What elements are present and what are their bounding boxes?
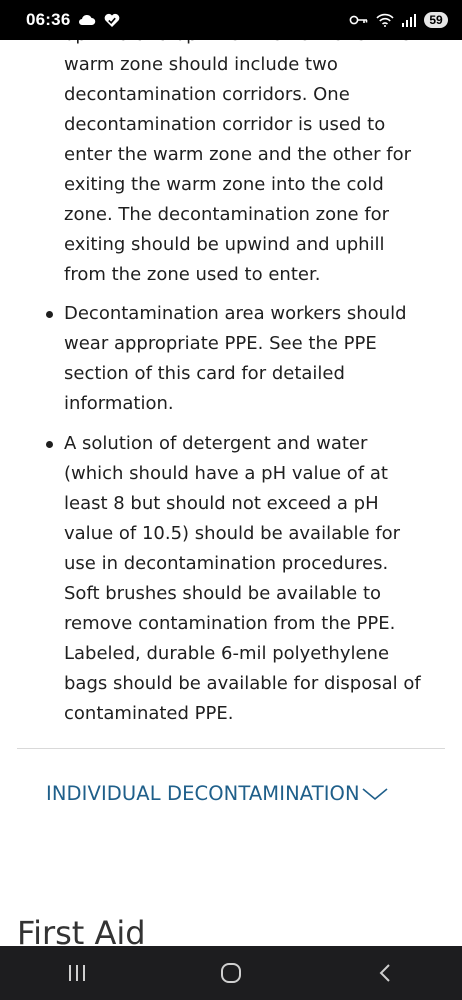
first-aid-heading: First Aid <box>17 914 146 946</box>
back-button[interactable] <box>345 946 425 1000</box>
recent-apps-icon <box>67 964 87 982</box>
home-button[interactable] <box>191 946 271 1000</box>
decontamination-paragraph: warm zone should include two decontamination corridors. One decontamination corridor is used to enter the warm zone and the other for exiting the warm zone into the cold zone. The decontamination zone for exiting should be upwind and uphill from the zone used to enter. <box>64 54 412 285</box>
list-item <box>0 299 462 419</box>
bullet-icon <box>46 441 53 448</box>
bullet-icon <box>46 311 53 318</box>
back-icon <box>377 963 393 983</box>
list-item <box>0 429 462 729</box>
status-time: 06:36 <box>26 10 71 29</box>
heart-check-icon <box>104 13 120 28</box>
home-icon <box>220 962 242 984</box>
bullet-text: Decontamination area workers should wear appropriate PPE. See the PPE section of this card for detailed information. <box>64 303 407 414</box>
section-divider <box>17 748 445 749</box>
bullet-list <box>0 299 462 739</box>
signal-icon <box>401 13 417 27</box>
accordion-label: INDIVIDUAL DECONTAMINATION <box>46 782 360 805</box>
individual-decontamination-accordion[interactable] <box>46 782 388 805</box>
recent-apps-button[interactable] <box>37 946 117 1000</box>
battery-level: 59 <box>424 12 448 28</box>
chevron-down-icon <box>362 786 388 802</box>
key-icon <box>349 14 369 26</box>
cloud-icon <box>78 14 96 26</box>
navigation-bar <box>0 946 462 1000</box>
bullet-text: A solution of detergent and water (which should have a pH value of at least 8 but should not exceed a pH value of 10.5) should be available for use in decontamination procedures. Soft brushes should be available to remove contamination from the PPE. Labeled, durable 6-mil polyethylene bags should be available for disposal of contaminated PPE. <box>64 433 421 724</box>
wifi-icon <box>376 13 394 27</box>
status-bar <box>0 0 462 40</box>
